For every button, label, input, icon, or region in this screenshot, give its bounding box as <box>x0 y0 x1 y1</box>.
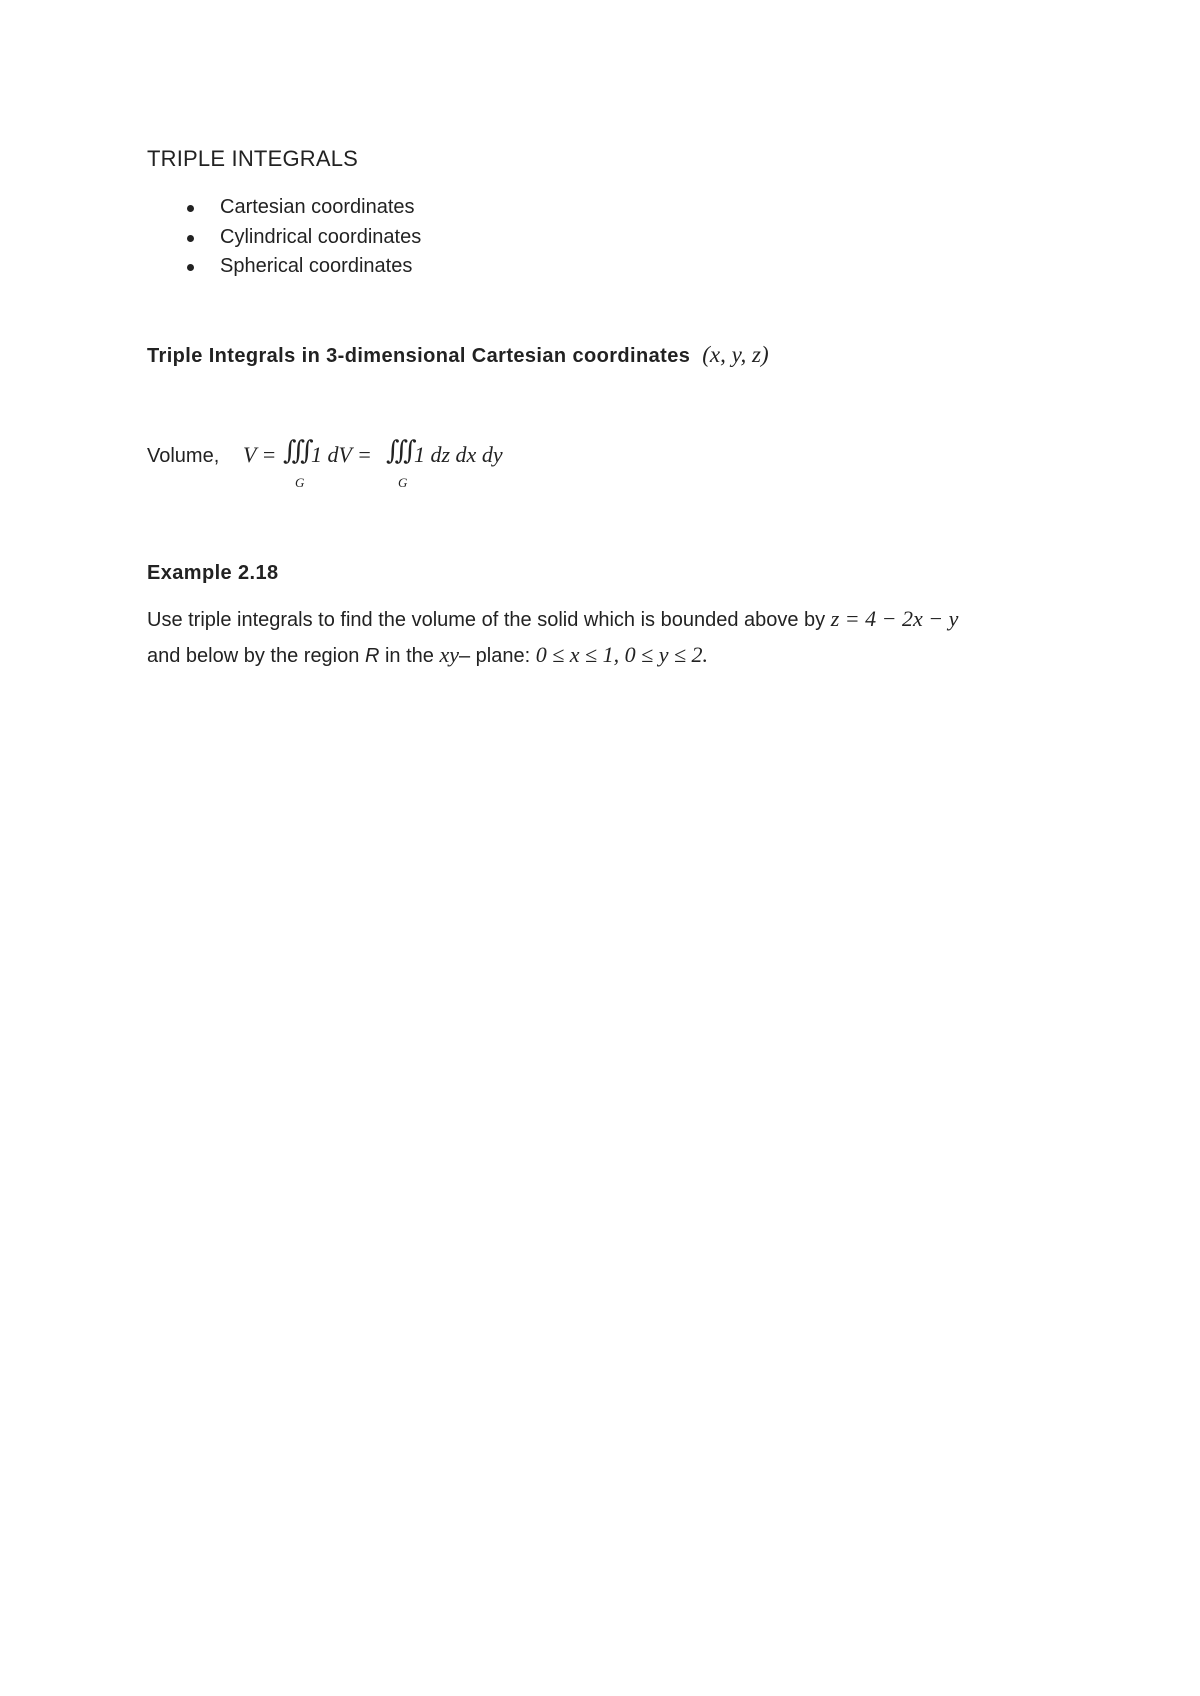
example-text: Use triple integrals to find the volume of the solid which is bounded above by <box>147 609 826 631</box>
region-subscript: G <box>398 475 408 490</box>
example-heading: Example 2.18 <box>147 562 279 584</box>
example-text: – plane: <box>458 645 531 667</box>
region-subscript: G <box>295 475 305 490</box>
list-item-label: Spherical coordinates <box>220 255 413 277</box>
formula-integrand-2: 1 dz dx dy <box>414 442 503 467</box>
volume-label: Volume, <box>147 445 220 467</box>
list-item-label: Cylindrical coordinates <box>220 225 422 248</box>
triple-integral-icon: ∭ <box>386 436 405 466</box>
example-text: in the <box>384 645 434 667</box>
example-text: and below by the region <box>147 645 360 667</box>
example-math-surface: z = 4 − 2x − y <box>830 606 959 631</box>
coordinate-systems-list <box>147 193 421 282</box>
page-title: TRIPLE INTEGRALS <box>147 146 359 171</box>
triple-integral-icon: ∭ <box>283 436 302 466</box>
section-heading <box>147 342 769 368</box>
example-text-line-2 <box>147 642 708 668</box>
example-region-name: R <box>364 645 380 667</box>
formula-lhs: V = <box>243 442 277 467</box>
bullet-icon <box>187 235 194 242</box>
list-item-label: Cartesian coordinates <box>220 196 415 218</box>
bullet-icon <box>187 205 194 212</box>
bullet-icon <box>187 264 194 271</box>
list-item <box>147 252 421 282</box>
example-text-line-1 <box>147 606 958 632</box>
list-item <box>147 223 421 253</box>
section-heading-text: Triple Integrals in 3-dimensional Cartesian coordinates <box>147 345 691 367</box>
example-math-plane: xy <box>439 642 459 667</box>
section-heading-math: (x, y, z) <box>702 342 769 367</box>
example-math-bounds: 0 ≤ x ≤ 1, 0 ≤ y ≤ 2. <box>535 642 709 667</box>
list-item <box>147 193 421 223</box>
formula-integrand-1: 1 dV = <box>311 442 372 467</box>
